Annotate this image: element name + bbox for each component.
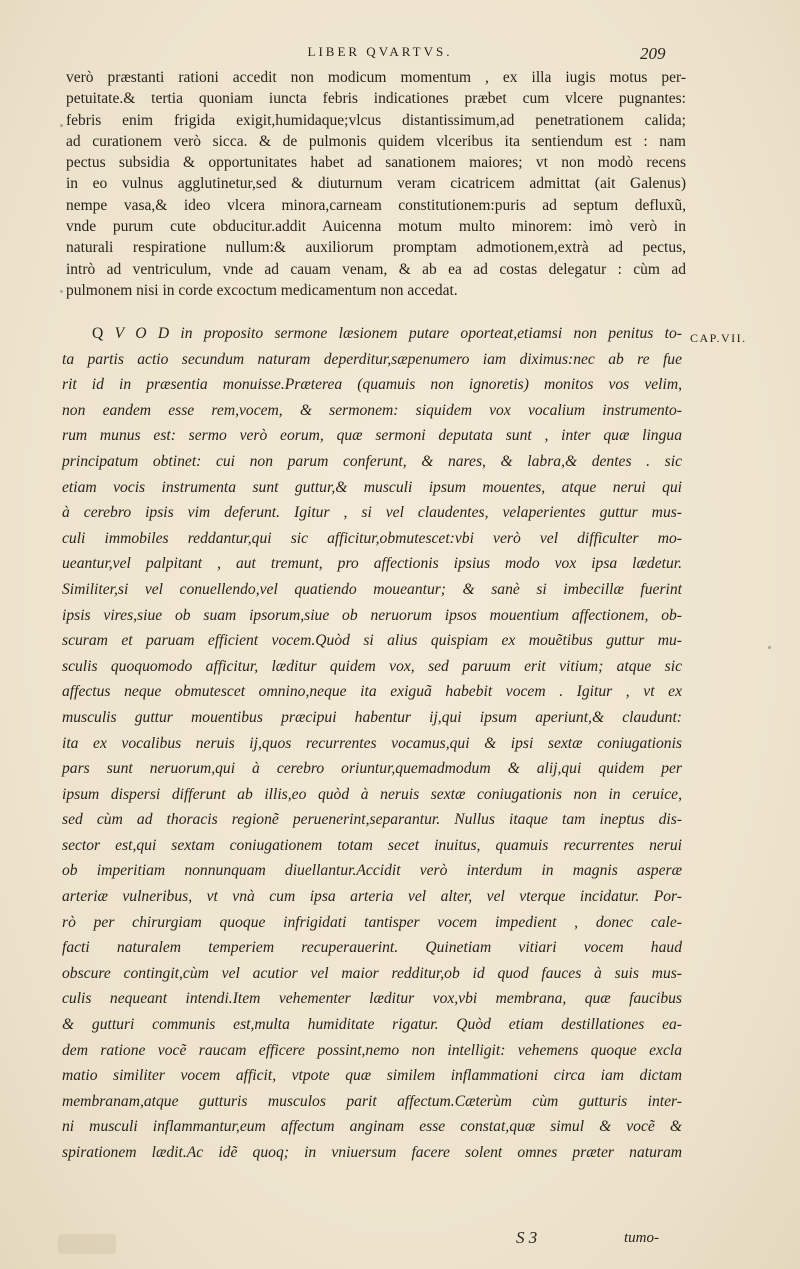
page-number: 209: [640, 44, 666, 63]
text-line: musculis guttur mouentibus præcipui habentur ij,qui ipsum aperiunt,& claudunt:: [62, 708, 682, 726]
text-line: spirationem lædit.Ac idẽ quoq; in vniuersum facere solent omnes præter naturam: [62, 1144, 682, 1161]
text-line: scuram et paruam efficient vocem.Quòd si alius quispiam ex mouẽtibus guttur mu-: [62, 632, 682, 650]
text-line: sed cùm ad thoracis regionẽ peruenerint,separantur. Nullus itaque tam ineptus dis-: [62, 811, 682, 829]
text-line: non eandem esse rem,vocem, & sermonem: siquidem vox vocalium instrumento-: [62, 401, 682, 419]
text-line: culi immobiles reddantur,qui sic afficitur,obmutescet:vbi verò vel difficulter mo-: [62, 529, 682, 547]
text-line: pars sunt neruorum,qui à cerebro oriuntur,quemadmodum & alij,qui quidem per: [62, 760, 682, 778]
text-line: rum munus est: sermo verò eorum, quæ sermoni deputata sunt , inter quæ lingua: [62, 427, 682, 445]
text-line: naturali respiratione nullum:& auxiliorum promptam admotionem,extrà ad pectus,: [66, 239, 686, 257]
text-line: obscure contingit,cùm vel acutior vel maior redditur,ob id quod fauces à suis mus-: [62, 964, 682, 982]
running-title: LIBER QVARTVS.: [307, 44, 453, 59]
text-line: arteriæ vulneribus, vt vnà cum ipsa arteria vel alter, vel vterque incidatur. Por-: [62, 888, 682, 906]
ink-speck: [60, 290, 63, 293]
text-line: verò præstanti rationi accedit non modicum momentum , ex illa iugis motus per-: [66, 69, 686, 86]
text-line: ni musculi inflammantur,eum affectum anginam esse constat,quæ simul & vocẽ &: [62, 1118, 682, 1136]
text-line: ob imperitiam nonnunquam diuellantur.Accidit verò interdum in magnis asperæ: [62, 862, 682, 880]
ink-speck: [60, 124, 63, 127]
text-line: intrò ad ventriculum, vnde ad cauam venam, & ab ea ad costas delegatur : cùm ad: [66, 260, 686, 278]
text-line: membranam,atque gutturis musculos parit affectum.Cæterùm cùm gutturis inter-: [62, 1092, 682, 1110]
text-line: & gutturi communis est,multa humiditate rigatur. Quòd etiam destillationes ea-: [62, 1016, 682, 1034]
text-line: facti naturalem temperiem recuperauerint. Quinetiam vitiari vocem haud: [62, 939, 682, 957]
catchword: tumo-: [624, 1230, 659, 1246]
text-line: pulmonem nisi in corde excoctum medicamentum non accedat.: [66, 281, 458, 299]
ink-speck: [768, 646, 771, 649]
signature-mark: S 3: [516, 1228, 538, 1247]
text-line: febris enim frigida exigit,humidaque;vlcus distantissimum,ad penetrationem calida;: [66, 111, 686, 129]
text-line: affectus neque obmutescet omnino,neque ita exiguã habebit vocem . Igitur , vt ex: [62, 683, 682, 701]
text-line: ueantur,vel palpitant , aut tremunt, pro affectionis ipsius modo vox ipsa lædetur.: [62, 555, 682, 573]
text-line: Similiter,si vel conuellendo,vel quatiendo moueantur; & sanè si imbecillæ fuerint: [62, 580, 682, 598]
text-line: ad curationem verò sicca. & de pulmonis quidem vlceribus ita sentiendum est : nam: [66, 132, 686, 150]
text-line: à cerebro ipsis vim deferunt. Igitur , si vel claudentes, velaperientes guttur mus-: [62, 504, 682, 522]
text-line: culis nequeant intendi.Item vehementer læditur vox,vbi membrana, quæ faucibus: [62, 990, 682, 1008]
text-line: petuitate.& tertia quoniam iuncta febris indicationes præbet cum vlcere pugnantes:: [66, 90, 686, 108]
text-line: etiam vocis instrumenta sunt guttur,& musculi ipsum mouentes, atque nerui qui: [62, 478, 682, 496]
text-line: sculis quoquomodo afficitur, læditur quidem vox, sed paruum erit vitium; atque sic: [62, 657, 682, 675]
italic-chapter-text: [62, 321, 682, 1166]
text-line: nempe vasa,& ideo vlcera minora,carneam constitutionem:puris ad septum defluxũ,: [66, 196, 686, 214]
text-line: rò per chirurgiam quoque infrigidati tantisper vocem impedient , donec cale-: [62, 913, 682, 931]
roman-paragraph: [66, 67, 686, 301]
text-line: matio similiter vocem afficit, vtpote quæ similem inflammationi circa iam dictam: [62, 1067, 682, 1085]
text-line: pectus subsidia & opportunitates habet ad sanationem maiores; vt non modò recens: [66, 154, 686, 172]
text-line: ipsum dispersi differunt ab illis,eo quòd à neruis sextæ coniugationis non in ceruice,: [62, 785, 682, 803]
text-line: Q V O D in proposito sermone læsionem putare oporteat,etiamsi non penitus to-: [92, 325, 682, 342]
text-line: ipsis vires,siue ob suam ipsorum,siue ob neruorum ipsos mouentium affectionem, ob-: [62, 606, 682, 624]
text-line: vnde purum cute obducitur.addit Auicenna motum multo minorem: imò verò in: [66, 218, 686, 236]
text-line: in eo vulnus agglutinetur,sed & diuturnum veram cicatricem admittat (ait Galenus): [66, 175, 686, 193]
faded-stamp: [58, 1234, 116, 1254]
text-line: rit id in præsentia monuisse.Præterea (quamuis non ignoretis) monitos vos velim,: [62, 376, 682, 394]
text-line: ta partis actio secundum naturam deperditur,sæpenumero iam diximus:nec ab re fue: [62, 350, 682, 368]
text-line: dem ratione vocẽ raucam efficere possint,nemo non intelligit: vehemens quoque excla: [62, 1041, 682, 1059]
text-line: ita ex vocalibus neruis ij,quos recurrentes vocamus,qui & ipsi sextæ coniugationis: [62, 734, 682, 752]
text-line: sector est,qui sextam coniugationem totam secet inuitus, quamuis recurrentes nerui: [62, 836, 682, 854]
text-line: principatum obtinet: cui non parum conferunt, & nares, & labra,& dentes . sic: [62, 452, 682, 470]
chapter-marginal-note: CAP.VII.: [690, 331, 747, 345]
